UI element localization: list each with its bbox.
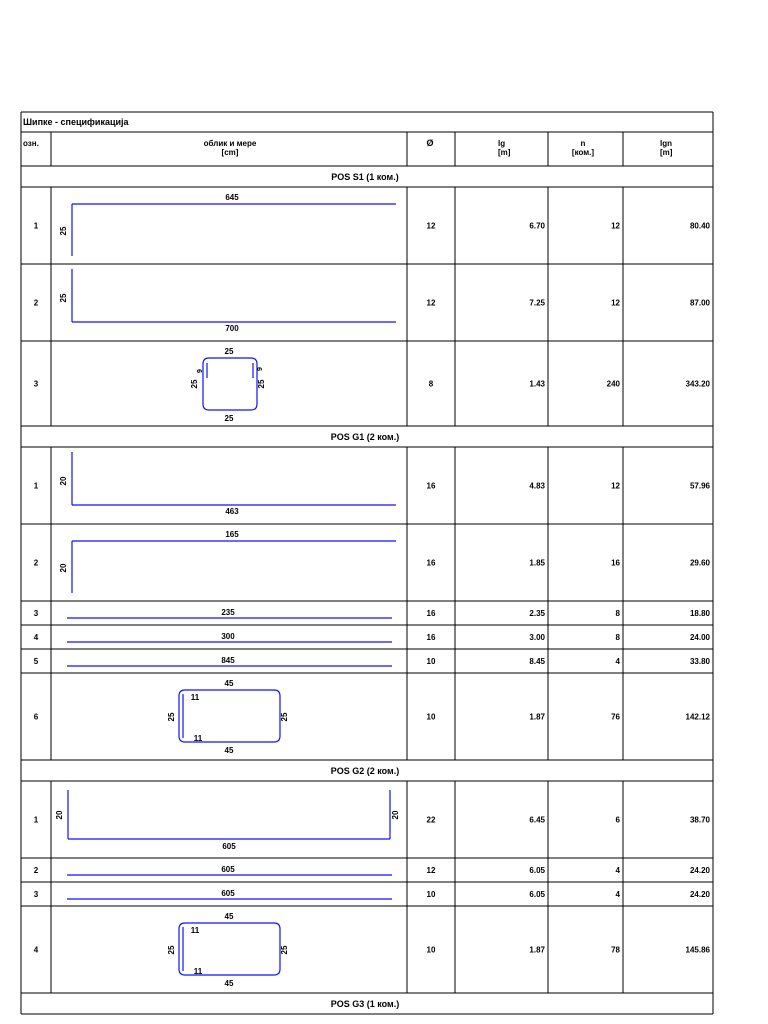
- header-count-unit: [ком.]: [571, 148, 595, 157]
- dim-length: 700: [225, 324, 239, 333]
- cell-diameter: 10: [426, 945, 436, 955]
- cell-diameter: 8: [428, 379, 434, 389]
- bar-shape: [55, 790, 400, 851]
- dim-side: 20: [391, 810, 400, 820]
- cell-count: 12: [611, 298, 620, 308]
- section-label: POS G1 (2 ком.): [330, 432, 400, 442]
- cell-diameter: 16: [426, 609, 436, 618]
- cell-length: 1.87: [529, 945, 545, 955]
- cell-diameter: 10: [426, 657, 436, 666]
- dim-length: 235: [221, 608, 235, 617]
- cell-mark: 5: [33, 657, 39, 666]
- section-label: POS G2 (2 ком.): [330, 766, 400, 776]
- dim-right: 25: [280, 712, 289, 722]
- cell-count: 76: [611, 712, 620, 722]
- stirrup-outline: [203, 358, 257, 410]
- cell-mark: 4: [33, 945, 39, 955]
- cell-mark: 1: [33, 481, 39, 491]
- table-row: [34, 193, 711, 256]
- cell-count: 16: [611, 558, 620, 568]
- cell-total: 80.40: [689, 221, 710, 231]
- bar-shape: [67, 865, 392, 875]
- cell-length: 6.05: [529, 890, 545, 899]
- cell-mark: 4: [33, 633, 39, 642]
- dim-hook: 11: [193, 734, 203, 743]
- table-row: [34, 632, 711, 642]
- cell-length: 6.05: [529, 866, 545, 875]
- table-row: [34, 656, 711, 666]
- dim-side: 25: [59, 293, 68, 303]
- dim-length: 645: [225, 193, 239, 202]
- cell-count: 4: [615, 890, 620, 899]
- header-shape-unit: [cm]: [221, 148, 239, 157]
- dim-side: 20: [59, 563, 68, 573]
- cell-total: 145.86: [685, 945, 710, 955]
- cell-total: 33.80: [689, 657, 710, 666]
- table-body: [34, 172, 711, 1009]
- cell-diameter: 12: [426, 866, 436, 875]
- cell-mark: 2: [33, 866, 39, 875]
- table-row: [34, 347, 711, 423]
- cell-mark: 2: [33, 558, 39, 568]
- table-row: [34, 865, 711, 875]
- cell-mark: 3: [33, 890, 39, 899]
- section-label: POS S1 (1 ком.): [331, 172, 399, 182]
- bar-shape: [67, 656, 392, 666]
- dim-hook: 9: [197, 369, 204, 373]
- dim-side: 20: [55, 810, 64, 820]
- cell-mark: 3: [33, 379, 39, 389]
- dim-left: 25: [167, 712, 176, 722]
- dim-hook: 11: [193, 967, 203, 976]
- table-row: [34, 790, 711, 851]
- dim-right: 25: [257, 379, 266, 389]
- table-title: Шипке - спецификација: [23, 117, 129, 127]
- dim-length: 605: [221, 865, 235, 874]
- cell-diameter: 16: [426, 633, 436, 642]
- header-diameter: Ø: [426, 138, 434, 148]
- cell-diameter: 16: [426, 481, 436, 491]
- header-total-unit: [m]: [660, 148, 673, 157]
- cell-diameter: 10: [426, 712, 436, 722]
- bar-shape: [59, 193, 396, 256]
- cell-mark: 2: [33, 298, 39, 308]
- header-shape: облик и мере: [203, 139, 257, 148]
- cell-total: 18.80: [689, 609, 710, 618]
- cell-length: 6.45: [529, 815, 545, 825]
- cell-total: 24.00: [689, 633, 710, 642]
- table-row: [34, 269, 711, 333]
- cell-length: 1.43: [529, 379, 545, 389]
- dim-length: 605: [221, 889, 235, 898]
- cell-count: 6: [615, 815, 620, 825]
- cell-count: 12: [611, 221, 620, 231]
- dim-length: 463: [225, 507, 239, 516]
- header-length-unit: [m]: [498, 148, 511, 157]
- cell-diameter: 12: [426, 298, 436, 308]
- section-label: POS G3 (1 ком.): [330, 999, 400, 1009]
- cell-total: 142.12: [685, 712, 710, 722]
- table-row: [34, 679, 711, 755]
- bar-shape: [59, 530, 396, 593]
- cell-mark: 6: [33, 712, 39, 722]
- dim-bottom: 25: [224, 414, 234, 423]
- dim-hook: 9: [257, 367, 264, 371]
- dim-top: 25: [224, 347, 234, 356]
- table-row: [34, 912, 711, 988]
- cell-diameter: 10: [426, 890, 436, 899]
- dim-top: 45: [224, 679, 234, 688]
- dim-hook: 11: [190, 926, 200, 935]
- bar-shape: [167, 912, 289, 988]
- dim-length: 605: [222, 842, 236, 851]
- cell-mark: 1: [33, 221, 39, 231]
- cell-total: 29.60: [689, 558, 710, 568]
- bar-shape: [59, 452, 396, 516]
- dim-length: 165: [225, 530, 239, 539]
- cell-count: 4: [615, 657, 620, 666]
- cell-total: 87.00: [689, 298, 710, 308]
- table-grid: [21, 112, 713, 1014]
- dim-bottom: 45: [224, 746, 234, 755]
- cell-length: 1.87: [529, 712, 545, 722]
- cell-count: 240: [606, 379, 620, 389]
- bar-shape: [167, 679, 289, 755]
- cell-diameter: 12: [426, 221, 436, 231]
- bar-shape: [67, 889, 392, 899]
- cell-count: 12: [611, 481, 620, 491]
- table-header: [23, 138, 673, 157]
- dim-side: 25: [59, 226, 68, 236]
- cell-total: 57.96: [689, 481, 710, 491]
- cell-length: 1.85: [529, 558, 545, 568]
- bar-shape: [59, 269, 396, 333]
- cell-total: 24.20: [689, 890, 710, 899]
- dim-side: 20: [59, 476, 68, 486]
- dim-left: 25: [167, 945, 176, 955]
- table-row: [34, 530, 711, 593]
- cell-length: 8.45: [529, 657, 545, 666]
- bar-shape: [190, 347, 266, 423]
- dim-top: 45: [224, 912, 234, 921]
- dim-hook: 11: [190, 693, 200, 702]
- table-row: [34, 889, 711, 899]
- cell-diameter: 22: [426, 815, 436, 825]
- table-row: [34, 452, 711, 516]
- cell-length: 6.70: [529, 221, 545, 231]
- cell-length: 3.00: [529, 633, 545, 642]
- header-count: n: [580, 139, 586, 148]
- header-mark: озн.: [23, 139, 39, 148]
- cell-length: 7.25: [529, 298, 545, 308]
- cell-count: 8: [615, 609, 620, 618]
- dim-length: 300: [221, 632, 235, 641]
- header-total: lgn: [660, 139, 672, 148]
- cell-count: 8: [615, 633, 620, 642]
- cell-count: 78: [611, 945, 620, 955]
- cell-length: 4.83: [529, 481, 545, 491]
- table-row: [34, 608, 711, 618]
- cell-total: 343.20: [685, 379, 710, 389]
- dim-left: 25: [190, 379, 199, 389]
- cell-mark: 3: [33, 609, 39, 618]
- cell-length: 2.35: [529, 609, 545, 618]
- cell-total: 24.20: [689, 866, 710, 875]
- cell-count: 4: [615, 866, 620, 875]
- cell-total: 38.70: [689, 815, 710, 825]
- bar-shape: [67, 632, 392, 642]
- dim-right: 25: [280, 945, 289, 955]
- cell-diameter: 16: [426, 558, 436, 568]
- bar-shape: [67, 608, 392, 618]
- header-length: lg: [498, 139, 506, 148]
- dim-length: 845: [221, 656, 235, 665]
- cell-mark: 1: [33, 815, 39, 825]
- dim-bottom: 45: [224, 979, 234, 988]
